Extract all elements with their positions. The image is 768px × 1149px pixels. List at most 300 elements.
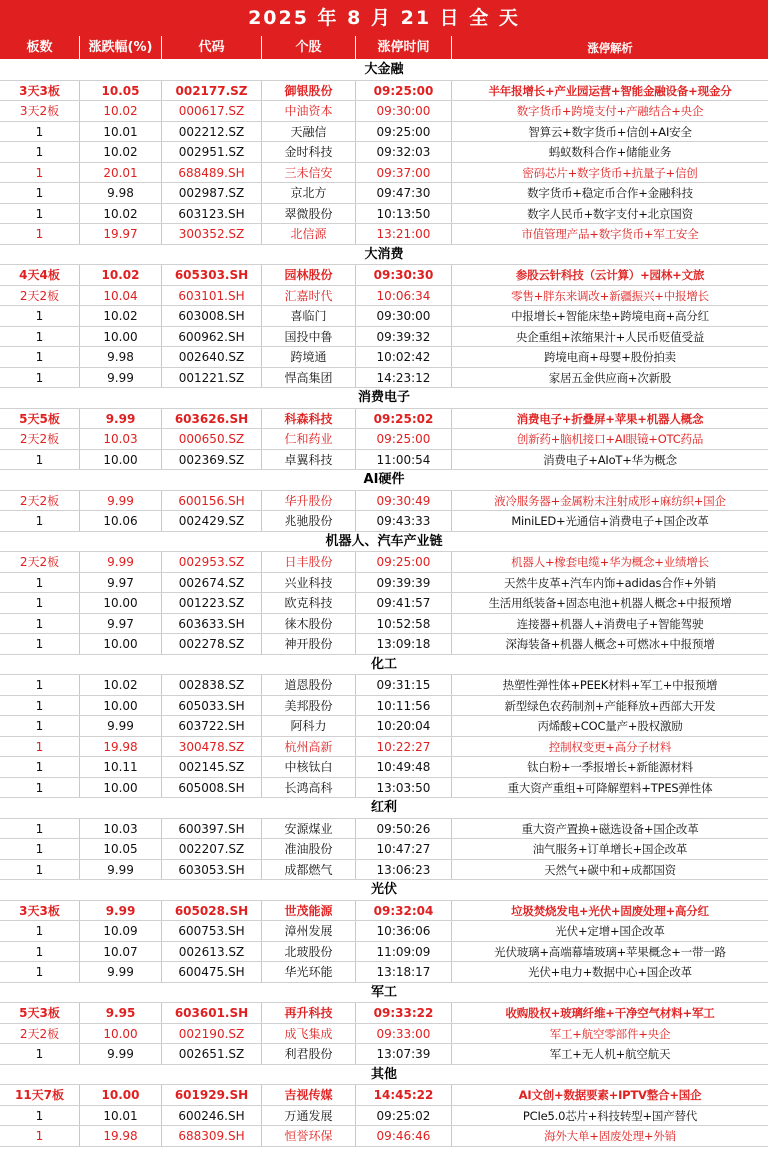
board-cell: 1 xyxy=(0,1044,80,1064)
pct-cell: 10.02 xyxy=(80,142,162,162)
table-row xyxy=(0,81,768,102)
pct-cell: 19.97 xyxy=(80,224,162,244)
code-cell: 605033.SH xyxy=(162,696,262,716)
code-cell: 603123.SH xyxy=(162,204,262,224)
code-cell: 603008.SH xyxy=(162,306,262,326)
table-row xyxy=(0,101,768,122)
table-row xyxy=(0,819,768,840)
stock-cell: 卓翼科技 xyxy=(262,450,356,470)
page-title: 2025 年 8 月 21 日 全 天 xyxy=(0,0,768,36)
board-cell: 5天5板 xyxy=(0,409,80,429)
pct-cell: 9.99 xyxy=(80,1044,162,1064)
table-row xyxy=(0,634,768,655)
pct-cell: 19.98 xyxy=(80,1126,162,1146)
time-cell: 13:07:39 xyxy=(356,1044,452,1064)
board-cell: 1 xyxy=(0,634,80,654)
board-cell: 1 xyxy=(0,921,80,941)
section-header: 军工 xyxy=(0,983,768,1004)
stock-cell: 日丰股份 xyxy=(262,552,356,572)
analysis-cell: 央企重组+浓缩果汁+人民币贬值受益 xyxy=(515,329,705,344)
board-cell: 1 xyxy=(0,614,80,634)
board-cell: 1 xyxy=(0,327,80,347)
board-cell: 2天2板 xyxy=(0,552,80,572)
table-row xyxy=(0,183,768,204)
pct-cell: 9.97 xyxy=(80,573,162,593)
table-row xyxy=(0,1106,768,1127)
pct-cell: 10.02 xyxy=(80,306,162,326)
analysis-cell: 油气服务+订单增长+国企改革 xyxy=(532,842,688,856)
pct-cell: 9.99 xyxy=(80,901,162,921)
analysis-cell: 蚂蚁数科合作+储能业务 xyxy=(548,145,672,159)
pct-cell: 9.97 xyxy=(80,614,162,634)
time-cell: 09:47:30 xyxy=(356,183,452,203)
analysis-cell: 天然气+碳中和+成都国资 xyxy=(544,862,676,877)
time-cell: 10:22:27 xyxy=(356,737,452,757)
board-cell: 1 xyxy=(0,204,80,224)
analysis-cell: 热塑性弹性体+PEEK材料+军工+中报预增 xyxy=(502,678,718,692)
stock-cell: 华光环能 xyxy=(262,962,356,982)
pct-cell: 10.11 xyxy=(80,757,162,777)
analysis-cell: 消费电子+折叠屏+苹果+机器人概念 xyxy=(516,411,704,426)
time-cell: 13:09:18 xyxy=(356,634,452,654)
stock-cell: 天融信 xyxy=(262,122,356,142)
code-cell: 300352.SZ xyxy=(162,224,262,244)
code-cell: 600475.SH xyxy=(162,962,262,982)
header-time: 涨停时间 xyxy=(356,36,452,59)
analysis-cell: 光伏+定增+国企改革 xyxy=(555,924,665,938)
board-cell: 1 xyxy=(0,224,80,244)
pct-cell: 9.98 xyxy=(80,183,162,203)
board-cell: 1 xyxy=(0,347,80,367)
table-row xyxy=(0,860,768,881)
section-header: AI硬件 xyxy=(0,470,768,491)
code-cell: 600246.SH xyxy=(162,1106,262,1126)
table-row xyxy=(0,1024,768,1045)
code-cell: 000650.SZ xyxy=(162,429,262,449)
stock-cell: 利君股份 xyxy=(262,1044,356,1064)
stock-cell: 欧克科技 xyxy=(262,593,356,613)
pct-cell: 10.02 xyxy=(80,204,162,224)
table-body xyxy=(0,60,768,1147)
board-cell: 11天7板 xyxy=(0,1085,80,1105)
table-row xyxy=(0,204,768,225)
stock-cell: 御银股份 xyxy=(262,81,356,101)
stock-cell: 北信源 xyxy=(262,224,356,244)
stock-cell: 再升科技 xyxy=(262,1003,356,1023)
code-cell: 002212.SZ xyxy=(162,122,262,142)
stock-cell: 喜临门 xyxy=(262,306,356,326)
time-cell: 09:25:00 xyxy=(356,552,452,572)
pct-cell: 9.99 xyxy=(80,368,162,388)
stock-cell: 世茂能源 xyxy=(262,901,356,921)
time-cell: 13:03:50 xyxy=(356,778,452,798)
code-cell: 601929.SH xyxy=(162,1085,262,1105)
time-cell: 09:25:00 xyxy=(356,122,452,142)
analysis-cell: 军工+航空零部件+央企 xyxy=(549,1026,671,1041)
stock-cell: 翠微股份 xyxy=(262,204,356,224)
analysis-cell: 收购股权+玻璃纤维+干净空气材料+军工 xyxy=(505,1006,715,1020)
stock-cell: 兆驰股份 xyxy=(262,511,356,531)
code-cell: 002177.SZ xyxy=(162,81,262,101)
board-cell: 1 xyxy=(0,122,80,142)
stock-cell: 国投中鲁 xyxy=(262,327,356,347)
board-cell: 5天3板 xyxy=(0,1003,80,1023)
time-cell: 10:02:42 xyxy=(356,347,452,367)
pct-cell: 9.95 xyxy=(80,1003,162,1023)
pct-cell: 10.00 xyxy=(80,696,162,716)
code-cell: 002838.SZ xyxy=(162,675,262,695)
time-cell: 09:39:39 xyxy=(356,573,452,593)
time-cell: 09:33:00 xyxy=(356,1024,452,1044)
board-cell: 2天2板 xyxy=(0,491,80,511)
time-cell: 09:32:03 xyxy=(356,142,452,162)
pct-cell: 19.98 xyxy=(80,737,162,757)
pct-cell: 10.02 xyxy=(80,675,162,695)
analysis-cell: 创新药+脑机接口+AI眼镜+OTC药品 xyxy=(516,432,704,446)
stock-cell: 道恩股份 xyxy=(262,675,356,695)
time-cell: 09:31:15 xyxy=(356,675,452,695)
stock-cell: 汇嘉时代 xyxy=(262,286,356,306)
stock-cell: 神开股份 xyxy=(262,634,356,654)
table-row xyxy=(0,1044,768,1065)
stock-cell: 恒誉环保 xyxy=(262,1126,356,1146)
stock-cell: 美邦股份 xyxy=(262,696,356,716)
code-cell: 002145.SZ xyxy=(162,757,262,777)
analysis-cell: AI文创+数据要素+IPTV整合+国企 xyxy=(518,1088,702,1102)
stock-cell: 三未信安 xyxy=(262,163,356,183)
table-row xyxy=(0,942,768,963)
table-row xyxy=(0,614,768,635)
code-cell: 002190.SZ xyxy=(162,1024,262,1044)
table-row xyxy=(0,327,768,348)
table-row xyxy=(0,1003,768,1024)
time-cell: 14:45:22 xyxy=(356,1085,452,1105)
stock-cell: 安源煤业 xyxy=(262,819,356,839)
analysis-cell: 零售+胖东来调改+新疆振兴+中报增长 xyxy=(511,288,709,303)
pct-cell: 9.99 xyxy=(80,409,162,429)
pct-cell: 10.03 xyxy=(80,429,162,449)
pct-cell: 9.99 xyxy=(80,491,162,511)
code-cell: 001221.SZ xyxy=(162,368,262,388)
board-cell: 3天3板 xyxy=(0,901,80,921)
pct-cell: 9.99 xyxy=(80,552,162,572)
section-header: 化工 xyxy=(0,655,768,676)
time-cell: 14:23:12 xyxy=(356,368,452,388)
pct-cell: 9.99 xyxy=(80,860,162,880)
analysis-cell: 家居五金供应商+次新股 xyxy=(548,370,672,385)
analysis-cell: 生活用纸装备+固态电池+机器人概念+中报预增 xyxy=(488,596,732,610)
table-row xyxy=(0,429,768,450)
table-row xyxy=(0,839,768,860)
stock-cell: 跨境通 xyxy=(262,347,356,367)
code-cell: 603722.SH xyxy=(162,716,262,736)
stock-cell: 华升股份 xyxy=(262,491,356,511)
code-cell: 603633.SH xyxy=(162,614,262,634)
stock-cell: 准油股份 xyxy=(262,839,356,859)
time-cell: 10:20:04 xyxy=(356,716,452,736)
code-cell: 000617.SZ xyxy=(162,101,262,121)
table-row xyxy=(0,1085,768,1106)
header-pct: 涨跌幅(%) xyxy=(80,36,162,59)
table-row xyxy=(0,552,768,573)
analysis-cell: 半年报增长+产业园运营+智能金融设备+现金分 xyxy=(488,83,732,98)
board-cell: 1 xyxy=(0,819,80,839)
board-cell: 2天2板 xyxy=(0,1024,80,1044)
table-row xyxy=(0,737,768,758)
table-row xyxy=(0,573,768,594)
pct-cell: 10.05 xyxy=(80,839,162,859)
code-cell: 002613.SZ xyxy=(162,942,262,962)
stock-cell: 金时科技 xyxy=(262,142,356,162)
code-cell: 603053.SH xyxy=(162,860,262,880)
pct-cell: 10.00 xyxy=(80,450,162,470)
header-stock: 个股 xyxy=(262,36,356,59)
board-cell: 1 xyxy=(0,1106,80,1126)
stock-cell: 杭州高新 xyxy=(262,737,356,757)
pct-cell: 10.09 xyxy=(80,921,162,941)
time-cell: 10:06:34 xyxy=(356,286,452,306)
section-header: 大金融 xyxy=(0,60,768,81)
table-row xyxy=(0,163,768,184)
table-header xyxy=(0,36,768,60)
time-cell: 10:49:48 xyxy=(356,757,452,777)
pct-cell: 10.05 xyxy=(80,81,162,101)
pct-cell: 10.00 xyxy=(80,778,162,798)
board-cell: 3天3板 xyxy=(0,81,80,101)
board-cell: 1 xyxy=(0,942,80,962)
stock-cell: 阿科力 xyxy=(262,716,356,736)
time-cell: 09:30:00 xyxy=(356,101,452,121)
time-cell: 11:00:54 xyxy=(356,450,452,470)
table-row xyxy=(0,757,768,778)
analysis-cell: 钛白粉+一季报增长+新能源材料 xyxy=(527,760,693,774)
board-cell: 1 xyxy=(0,962,80,982)
stock-cell: 悍高集团 xyxy=(262,368,356,388)
code-cell: 002951.SZ xyxy=(162,142,262,162)
pct-cell: 10.02 xyxy=(80,101,162,121)
stock-cell: 长鸿高科 xyxy=(262,778,356,798)
table-row xyxy=(0,368,768,389)
analysis-cell: 市值管理产品+数字货币+军工安全 xyxy=(521,227,699,241)
stock-cell: 中油资本 xyxy=(262,101,356,121)
time-cell: 09:41:57 xyxy=(356,593,452,613)
board-cell: 2天2板 xyxy=(0,286,80,306)
code-cell: 600753.SH xyxy=(162,921,262,941)
time-cell: 09:33:22 xyxy=(356,1003,452,1023)
board-cell: 1 xyxy=(0,696,80,716)
board-cell: 1 xyxy=(0,1126,80,1146)
analysis-cell: 参股云针科技（云计算）+园林+文旅 xyxy=(515,268,705,282)
analysis-cell: 智算云+数字货币+信创+AI安全 xyxy=(528,124,692,139)
time-cell: 10:13:50 xyxy=(356,204,452,224)
time-cell: 09:46:46 xyxy=(356,1126,452,1146)
analysis-cell: 新型绿色农药制剂+产能释放+西部大开发 xyxy=(504,698,716,713)
table-row xyxy=(0,286,768,307)
stock-cell: 成飞集成 xyxy=(262,1024,356,1044)
code-cell: 600962.SH xyxy=(162,327,262,347)
code-cell: 603601.SH xyxy=(162,1003,262,1023)
analysis-cell: 数字货币+跨境支付+产融结合+央企 xyxy=(516,104,704,118)
pct-cell: 20.01 xyxy=(80,163,162,183)
time-cell: 09:39:32 xyxy=(356,327,452,347)
analysis-cell: 丙烯酸+COC量产+股权激励 xyxy=(537,719,683,733)
table-row xyxy=(0,901,768,922)
time-cell: 09:30:30 xyxy=(356,265,452,285)
pct-cell: 10.01 xyxy=(80,122,162,142)
section-header: 其他 xyxy=(0,1065,768,1086)
code-cell: 002278.SZ xyxy=(162,634,262,654)
pct-cell: 10.06 xyxy=(80,511,162,531)
board-cell: 1 xyxy=(0,142,80,162)
pct-cell: 9.99 xyxy=(80,962,162,982)
analysis-cell: PCIe5.0芯片+科技转型+国产替代 xyxy=(522,1108,698,1123)
analysis-cell: MiniLED+光通信+消费电子+国企改革 xyxy=(511,514,709,528)
board-cell: 1 xyxy=(0,860,80,880)
pct-cell: 10.00 xyxy=(80,1085,162,1105)
code-cell: 300478.SZ xyxy=(162,737,262,757)
time-cell: 09:25:00 xyxy=(356,81,452,101)
analysis-cell: 控制权变更+高分子材料 xyxy=(548,739,672,754)
board-cell: 1 xyxy=(0,757,80,777)
pct-cell: 10.00 xyxy=(80,1024,162,1044)
board-cell: 4天4板 xyxy=(0,265,80,285)
time-cell: 11:09:09 xyxy=(356,942,452,962)
board-cell: 1 xyxy=(0,573,80,593)
table-row xyxy=(0,491,768,512)
section-header: 大消费 xyxy=(0,245,768,266)
analysis-cell: 海外大单+固废处理+外销 xyxy=(544,1129,676,1143)
analysis-cell: 数字货币+稳定币合作+金融科技 xyxy=(527,186,693,200)
analysis-cell: 光伏玻璃+高端幕墙玻璃+苹果概念+一带一路 xyxy=(494,944,726,959)
analysis-cell: 重大资产重组+可降解塑料+TPES弹性体 xyxy=(507,780,713,795)
pct-cell: 10.00 xyxy=(80,327,162,347)
time-cell: 09:32:04 xyxy=(356,901,452,921)
table-row xyxy=(0,593,768,614)
pct-cell: 10.04 xyxy=(80,286,162,306)
table-row xyxy=(0,696,768,717)
pct-cell: 10.03 xyxy=(80,819,162,839)
table-row xyxy=(0,347,768,368)
table-row xyxy=(0,716,768,737)
pct-cell: 9.98 xyxy=(80,347,162,367)
time-cell: 09:37:00 xyxy=(356,163,452,183)
header-board: 板数 xyxy=(0,36,80,59)
code-cell: 603101.SH xyxy=(162,286,262,306)
analysis-cell: 密码芯片+数字货币+抗量子+信创 xyxy=(522,165,698,180)
stock-cell: 兴业科技 xyxy=(262,573,356,593)
pct-cell: 10.07 xyxy=(80,942,162,962)
pct-cell: 10.02 xyxy=(80,265,162,285)
time-cell: 09:50:26 xyxy=(356,819,452,839)
board-cell: 1 xyxy=(0,183,80,203)
table-row xyxy=(0,511,768,532)
analysis-cell: 重大资产置换+磁选设备+国企改革 xyxy=(521,821,699,836)
time-cell: 10:36:06 xyxy=(356,921,452,941)
pct-cell: 10.00 xyxy=(80,634,162,654)
table-row xyxy=(0,778,768,799)
board-cell: 1 xyxy=(0,368,80,388)
board-cell: 1 xyxy=(0,737,80,757)
code-cell: 002674.SZ xyxy=(162,573,262,593)
table-row xyxy=(0,224,768,245)
analysis-cell: 中报增长+智能床垫+跨境电商+高分红 xyxy=(511,309,709,323)
time-cell: 09:30:00 xyxy=(356,306,452,326)
section-header: 红利 xyxy=(0,798,768,819)
time-cell: 09:25:02 xyxy=(356,1106,452,1126)
code-cell: 001223.SZ xyxy=(162,593,262,613)
analysis-cell: 数字人民币+数字支付+北京国资 xyxy=(527,206,693,221)
code-cell: 002651.SZ xyxy=(162,1044,262,1064)
time-cell: 10:52:58 xyxy=(356,614,452,634)
stock-cell: 漳州发展 xyxy=(262,921,356,941)
stock-cell: 吉视传媒 xyxy=(262,1085,356,1105)
board-cell: 1 xyxy=(0,511,80,531)
table-row xyxy=(0,265,768,286)
stock-cell: 北玻股份 xyxy=(262,942,356,962)
code-cell: 002640.SZ xyxy=(162,347,262,367)
time-cell: 13:18:17 xyxy=(356,962,452,982)
code-cell: 002953.SZ xyxy=(162,552,262,572)
board-cell: 1 xyxy=(0,839,80,859)
stock-cell: 成都燃气 xyxy=(262,860,356,880)
analysis-cell: 消费电子+AIoT+华为概念 xyxy=(543,452,677,467)
stock-cell: 仁和药业 xyxy=(262,429,356,449)
code-cell: 002987.SZ xyxy=(162,183,262,203)
section-header: 消费电子 xyxy=(0,388,768,409)
time-cell: 10:47:27 xyxy=(356,839,452,859)
table-row xyxy=(0,962,768,983)
analysis-cell: 连接器+机器人+消费电子+智能驾驶 xyxy=(516,616,704,631)
stock-cell: 京北方 xyxy=(262,183,356,203)
code-cell: 605303.SH xyxy=(162,265,262,285)
section-header: 光伏 xyxy=(0,880,768,901)
time-cell: 09:43:33 xyxy=(356,511,452,531)
analysis-cell: 机器人+橡套电缆+华为概念+业绩增长 xyxy=(511,555,709,569)
time-cell: 10:11:56 xyxy=(356,696,452,716)
analysis-cell: 天然牛皮革+汽车内饰+adidas合作+外销 xyxy=(504,575,716,590)
code-cell: 603626.SH xyxy=(162,409,262,429)
table-row xyxy=(0,142,768,163)
time-cell: 09:30:49 xyxy=(356,491,452,511)
code-cell: 688489.SH xyxy=(162,163,262,183)
board-cell: 1 xyxy=(0,675,80,695)
table-row xyxy=(0,1126,768,1147)
board-cell: 1 xyxy=(0,716,80,736)
stock-cell: 科森科技 xyxy=(262,409,356,429)
table-row xyxy=(0,675,768,696)
board-cell: 1 xyxy=(0,306,80,326)
time-cell: 09:25:00 xyxy=(356,429,452,449)
analysis-cell: 液冷服务器+金属粉末注射成形+麻纺织+国企 xyxy=(494,493,726,508)
stock-cell: 中核钛白 xyxy=(262,757,356,777)
table-row xyxy=(0,122,768,143)
code-cell: 600397.SH xyxy=(162,819,262,839)
code-cell: 688309.SH xyxy=(162,1126,262,1146)
board-cell: 1 xyxy=(0,593,80,613)
stock-cell: 园林股份 xyxy=(262,265,356,285)
code-cell: 002369.SZ xyxy=(162,450,262,470)
analysis-cell: 深海装备+机器人概念+可燃冰+中报预增 xyxy=(505,637,715,651)
time-cell: 13:06:23 xyxy=(356,860,452,880)
board-cell: 1 xyxy=(0,778,80,798)
table-row xyxy=(0,450,768,471)
analysis-cell: 垃圾焚烧发电+光伏+固废处理+高分红 xyxy=(511,903,709,918)
stock-cell: 万通发展 xyxy=(262,1106,356,1126)
analysis-cell: 军工+无人机+航空航天 xyxy=(549,1047,671,1061)
table-row xyxy=(0,409,768,430)
code-cell: 002429.SZ xyxy=(162,511,262,531)
board-cell: 1 xyxy=(0,163,80,183)
